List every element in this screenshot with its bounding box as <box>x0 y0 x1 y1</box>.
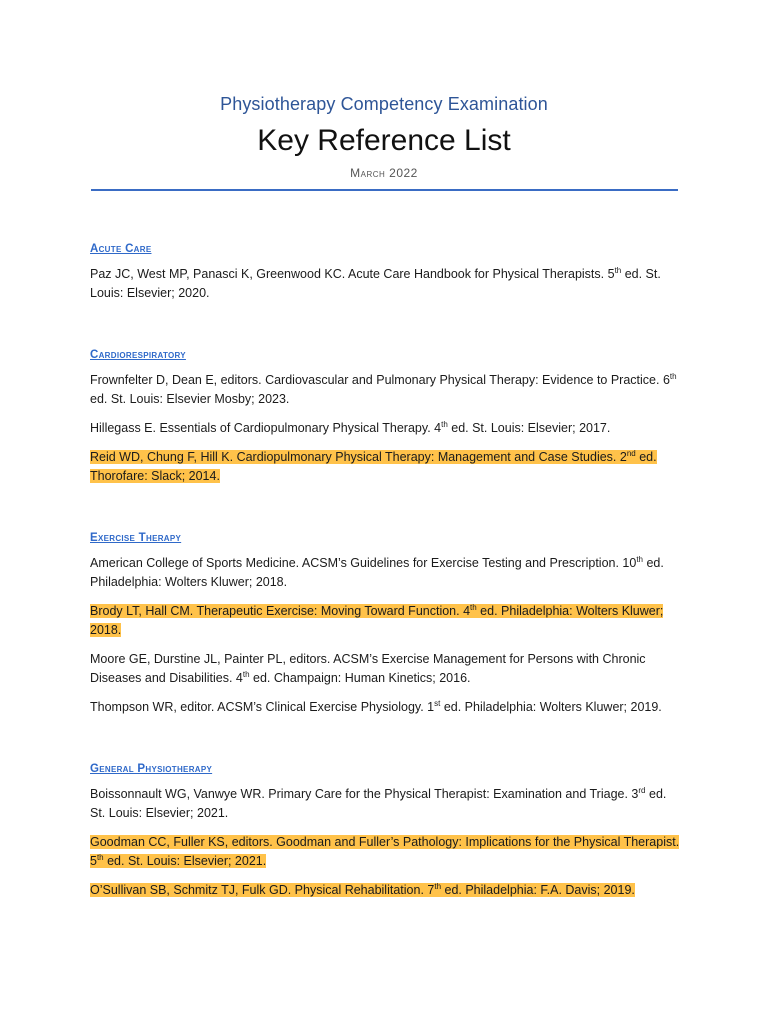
section-heading: General Physiotherapy <box>90 763 213 775</box>
edition-superscript: st <box>434 698 441 708</box>
reference-entry <box>90 602 680 640</box>
edition-superscript: th <box>96 852 104 862</box>
reference-text-part: ed. St. Louis: Elsevier; 2021. <box>90 787 667 820</box>
highlighted-reference-text <box>90 883 635 897</box>
reference-text <box>90 373 677 406</box>
reference-text <box>90 700 662 714</box>
section-exercise-therapy <box>90 532 680 727</box>
reference-entry <box>90 419 680 438</box>
reference-list <box>90 554 680 717</box>
reference-entry <box>90 833 680 871</box>
reference-text <box>90 556 664 589</box>
reference-text-part: Thompson WR, editor. ACSM’s Clinical Exercise Physiology. 1 <box>90 700 435 714</box>
reference-text-part: ed. St. Louis: Elsevier; 2017. <box>447 421 611 435</box>
highlighted-reference-text <box>90 450 657 483</box>
reference-text-part: Reid WD, Chung F, Hill K. Cardiopulmonary Physical Therapy: Management and Case Studies. 2 <box>90 450 627 464</box>
reference-text-part: Paz JC, West MP, Panasci K, Greenwood KC. Acute Care Handbook for Physical Therapists. 5 <box>90 267 615 281</box>
reference-entry <box>90 448 680 486</box>
reference-list <box>90 265 680 303</box>
reference-text-part: O’Sullivan SB, Schmitz TJ, Fulk GD. Physical Rehabilitation. 7 <box>90 883 435 897</box>
reference-text-part: Goodman CC, Fuller KS, editors. Goodman and Fuller’s Pathology: Implications for the Physical Therapist. 5 <box>90 835 680 868</box>
reference-text <box>90 787 666 820</box>
reference-text-part: ed. Philadelphia: Wolters Kluwer; 2019. <box>440 700 662 714</box>
edition-superscript: th <box>441 419 448 429</box>
document-title: Key Reference List <box>257 124 511 157</box>
reference-text-part: ed. Philadelphia: Wolters Kluwer; 2018. <box>90 604 664 637</box>
reference-text-part: Hillegass E. Essentials of Cardiopulmonary Physical Therapy. 4 <box>90 421 442 435</box>
reference-text-part: Frownfelter D, Dean E, editors. Cardiovascular and Pulmonary Physical Therapy: Evidence to Practice. 6 <box>90 373 670 387</box>
reference-text-part: Boissonnault WG, Vanwye WR. Primary Care for the Physical Therapist: Examination and Triage. 3 <box>90 787 639 801</box>
reference-entry <box>90 371 680 409</box>
section-general-physiotherapy <box>90 763 680 910</box>
reference-text-part: ed. Philadelphia: F.A. Davis; 2019. <box>441 883 635 897</box>
edition-superscript: nd <box>626 448 636 458</box>
reference-text-part: ed. Philadelphia: Wolters Kluwer; 2018. <box>90 556 664 589</box>
reference-text-part: ed. Thorofare: Slack; 2014. <box>90 450 657 483</box>
edition-superscript: th <box>636 554 643 564</box>
document-date: March 2022 <box>350 166 418 180</box>
edition-superscript: th <box>614 265 622 275</box>
edition-superscript: th <box>434 881 442 891</box>
section-heading: Acute Care <box>90 243 152 255</box>
highlighted-reference-text <box>90 835 679 868</box>
reference-text-part: ed. St. Louis: Elsevier Mosby; 2023. <box>90 392 290 406</box>
reference-text <box>90 267 661 300</box>
reference-text-part: Brody LT, Hall CM. Therapeutic Exercise: Moving Toward Function. 4 <box>90 604 471 618</box>
reference-text-part: ed. Champaign: Human Kinetics; 2016. <box>249 671 471 685</box>
reference-entry <box>90 698 680 717</box>
edition-superscript: rd <box>638 785 646 795</box>
reference-entry <box>90 650 680 688</box>
edition-superscript: th <box>242 669 250 679</box>
reference-text-part: ed. St. Louis: Elsevier; 2021. <box>103 854 267 868</box>
reference-text <box>90 652 646 685</box>
section-cardiorespiratory <box>90 349 680 496</box>
reference-entry <box>90 785 680 823</box>
header-divider <box>91 189 678 191</box>
reference-entry <box>90 265 680 303</box>
reference-text-part: Moore GE, Durstine JL, Painter PL, editors. ACSM’s Exercise Management for Persons with Chronic Diseases and Disabilities. 4 <box>90 652 646 685</box>
reference-text-part: American College of Sports Medicine. ACSM’s Guidelines for Exercise Testing and Prescription. 10 <box>90 556 637 570</box>
reference-text-part: ed. St. Louis: Elsevier; 2020. <box>90 267 661 300</box>
section-heading: Cardiorespiratory <box>90 349 186 361</box>
reference-entry <box>90 554 680 592</box>
reference-text <box>90 421 610 435</box>
reference-entry <box>90 881 680 900</box>
section-acute-care <box>90 243 680 313</box>
highlighted-reference-text <box>90 604 663 637</box>
section-heading: Exercise Therapy <box>90 532 182 544</box>
edition-superscript: th <box>669 371 677 381</box>
edition-superscript: th <box>470 602 477 612</box>
document-subtitle: Physiotherapy Competency Examination <box>220 94 548 114</box>
reference-list <box>90 371 680 486</box>
reference-list <box>90 785 680 900</box>
